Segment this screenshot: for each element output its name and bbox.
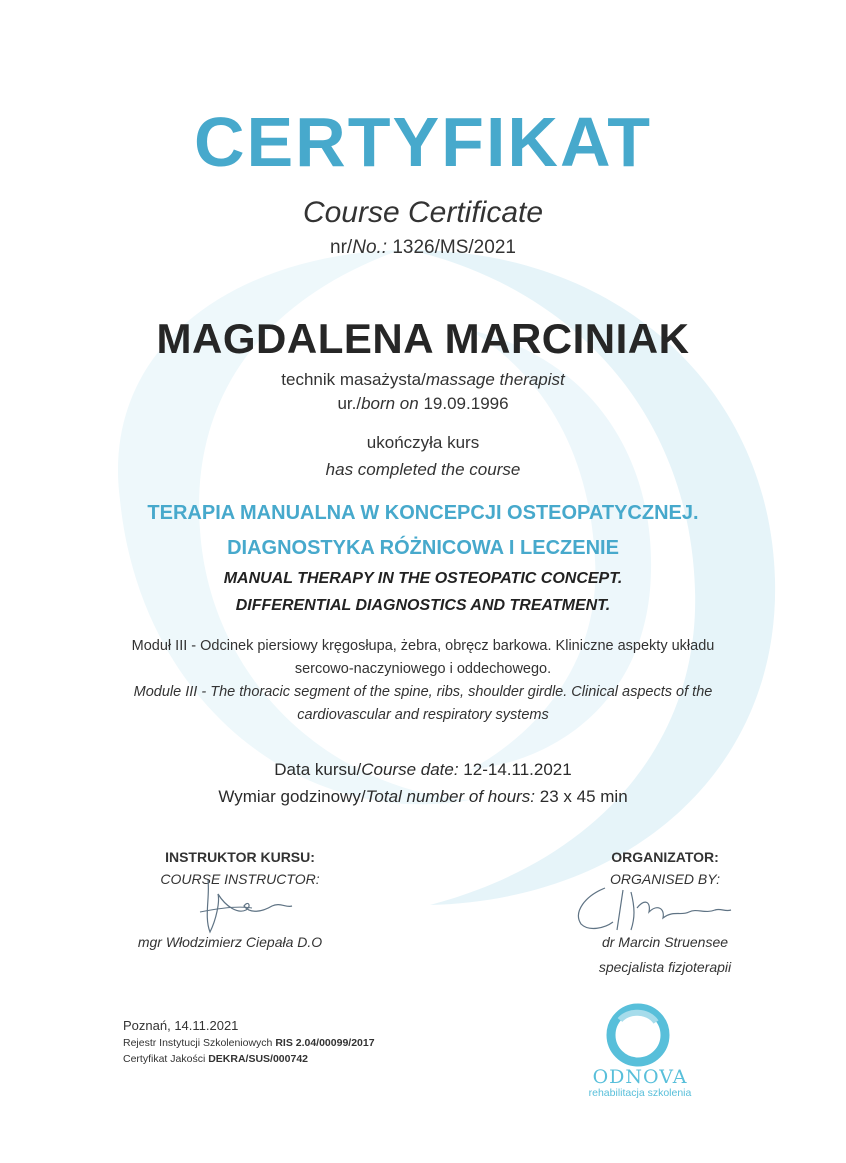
certificate-title: CERTYFIKAT: [193, 103, 653, 181]
instructor-name: mgr Włodzimierz Ciepała D.O: [137, 934, 323, 950]
logo-tagline: rehabilitacja szkolenia: [588, 1087, 692, 1099]
quality-value: DEKRA/SUS/000742: [208, 1053, 308, 1065]
quality-line: [123, 1053, 308, 1065]
instructor-title-pl: INSTRUKTOR KURSU:: [165, 849, 315, 865]
module-description-pl-line2: sercowo-naczyniowego i oddechowego.: [294, 661, 552, 677]
registry-label: Rejestr Instytucji Szkoleniowych: [123, 1037, 273, 1049]
course-date: [0, 760, 846, 780]
module-description-pl-line1: Moduł III - Odcinek piersiowy kręgosłupa, żebra, obręcz barkowa. Kliniczne aspekty układu: [131, 638, 715, 654]
number-label-pl: nr/: [330, 237, 353, 258]
certificate-number: [0, 237, 846, 259]
born-pl: ur./: [337, 394, 362, 413]
completion-text-en: has completed the course: [325, 460, 521, 479]
course-title-en-line1: MANUAL THERAPY IN THE OSTEOPATIC CONCEPT.: [223, 570, 623, 587]
course-title-pl-line2: DIAGNOSTYKA RÓŻNICOWA I LECZENIE: [227, 537, 619, 559]
organizer-signature: [565, 878, 745, 938]
completion-text-pl: ukończyła kurs: [366, 433, 480, 452]
course-title-pl-line1: TERAPIA MANUALNA W KONCEPCJI OSTEOPATYCZNEJ.: [147, 502, 699, 524]
course-hours: [0, 787, 846, 807]
born-date: 19.09.1996: [423, 394, 509, 413]
number-value: 1326/MS/2021: [392, 237, 516, 258]
number-label-en: No.:: [352, 237, 388, 258]
profession-pl: technik masażysta/: [281, 370, 426, 389]
organizer-name: dr Marcin Struensee: [601, 934, 729, 950]
hours-label-en: Total number of hours:: [365, 787, 536, 806]
module-description-en-line1: Module III - The thoracic segment of the spine, ribs, shoulder girdle. Clinical aspects of the: [133, 684, 713, 700]
logo-name: ODNOVA: [592, 1066, 688, 1088]
quality-label: Certyfikat Jakości: [123, 1053, 206, 1065]
recipient-profession: [0, 370, 846, 390]
hours-value: 23 x 45 min: [539, 787, 628, 806]
place-date: Poznań, 14.11.2021: [123, 1018, 239, 1033]
recipient-name: MAGDALENA MARCINIAK: [156, 315, 690, 362]
profession-en: massage therapist: [425, 370, 565, 389]
born-en: born on: [361, 394, 419, 413]
certificate-subtitle: Course Certificate: [302, 196, 544, 229]
organizer-title-en: ORGANISED BY:: [610, 871, 720, 887]
date-value: 12-14.11.2021: [463, 760, 572, 779]
organizer-title-pl: ORGANIZATOR:: [611, 849, 719, 865]
date-label-en: Course date:: [361, 760, 459, 779]
registry-value: RIS 2.04/00099/2017: [275, 1037, 375, 1049]
recipient-born: [0, 394, 846, 414]
date-label-pl: Data kursu/: [274, 760, 362, 779]
module-description-en-line2: cardiovascular and respiratory systems: [297, 707, 549, 723]
registry-line: [123, 1037, 375, 1049]
odnova-logo-icon: [598, 1000, 678, 1070]
course-title-en-line2: DIFFERENTIAL DIAGNOSTICS AND TREATMENT.: [235, 597, 611, 614]
instructor-title-en: COURSE INSTRUCTOR:: [160, 871, 320, 887]
hours-label-pl: Wymiar godzinowy/: [218, 787, 366, 806]
organizer-role: specjalista fizjoterapii: [598, 959, 732, 975]
